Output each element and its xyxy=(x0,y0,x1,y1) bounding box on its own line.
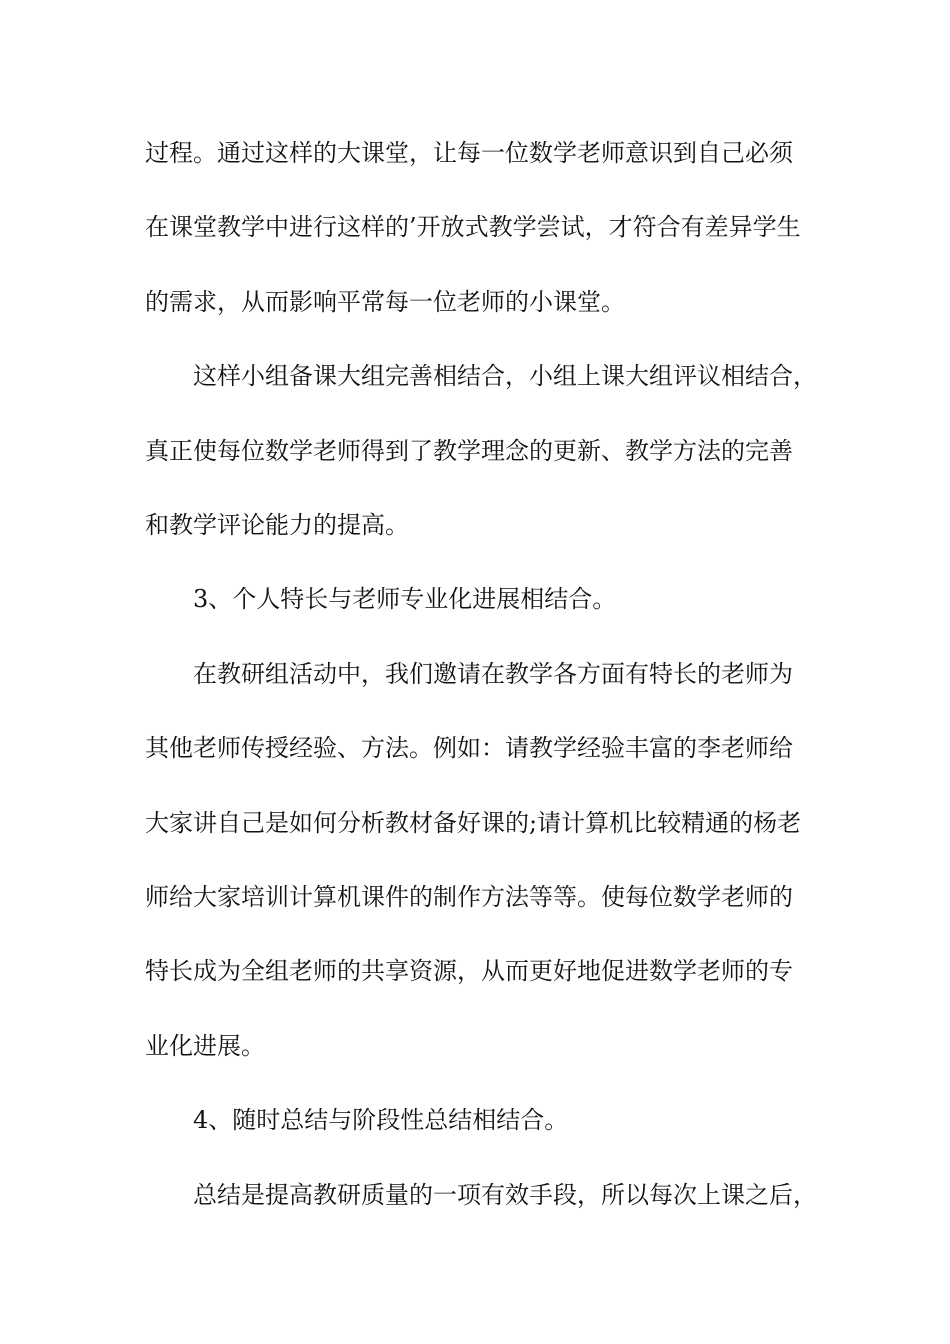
text-line: 其他老师传授经验、方法。例如：请教学经验丰富的李老师给 xyxy=(145,734,793,762)
text-line: 真正使每位数学老师得到了教学理念的更新、教学方法的完善 xyxy=(145,437,793,465)
text-line: 过程。通过这样的大课堂，让每一位数学老师意识到自己必须 xyxy=(145,139,793,167)
text-line: 和教学评论能力的提高。 xyxy=(145,511,409,539)
text-line: 的需求，从而影响平常每一位老师的小课堂。 xyxy=(145,288,625,316)
text-line: 业化进展。 xyxy=(145,1032,265,1060)
section-heading-3: 3、个人特长与老师专业化进展相结合。 xyxy=(193,585,617,613)
paragraph-start-line: 这样小组备课大组完善相结合，小组上课大组评议相结合， xyxy=(193,362,817,390)
section-heading-4: 4、随时总结与阶段性总结相结合。 xyxy=(193,1106,569,1134)
paragraph-start-line: 在教研组活动中，我们邀请在教学各方面有特长的老师为 xyxy=(193,660,793,688)
paragraph-start-line: 总结是提高教研质量的一项有效手段，所以每次上课之后， xyxy=(193,1181,817,1209)
text-line: 大家讲自己是如何分析教材备好课的;请计算机比较精通的杨老 xyxy=(145,809,802,837)
text-line: 在课堂教学中进行这样的’开放式教学尝试，才符合有差异学生 xyxy=(145,213,801,241)
text-line: 师给大家培训计算机课件的制作方法等等。使每位数学老师的 xyxy=(145,883,793,911)
text-line: 特长成为全组老师的共享资源，从而更好地促进数学老师的专 xyxy=(145,957,793,985)
